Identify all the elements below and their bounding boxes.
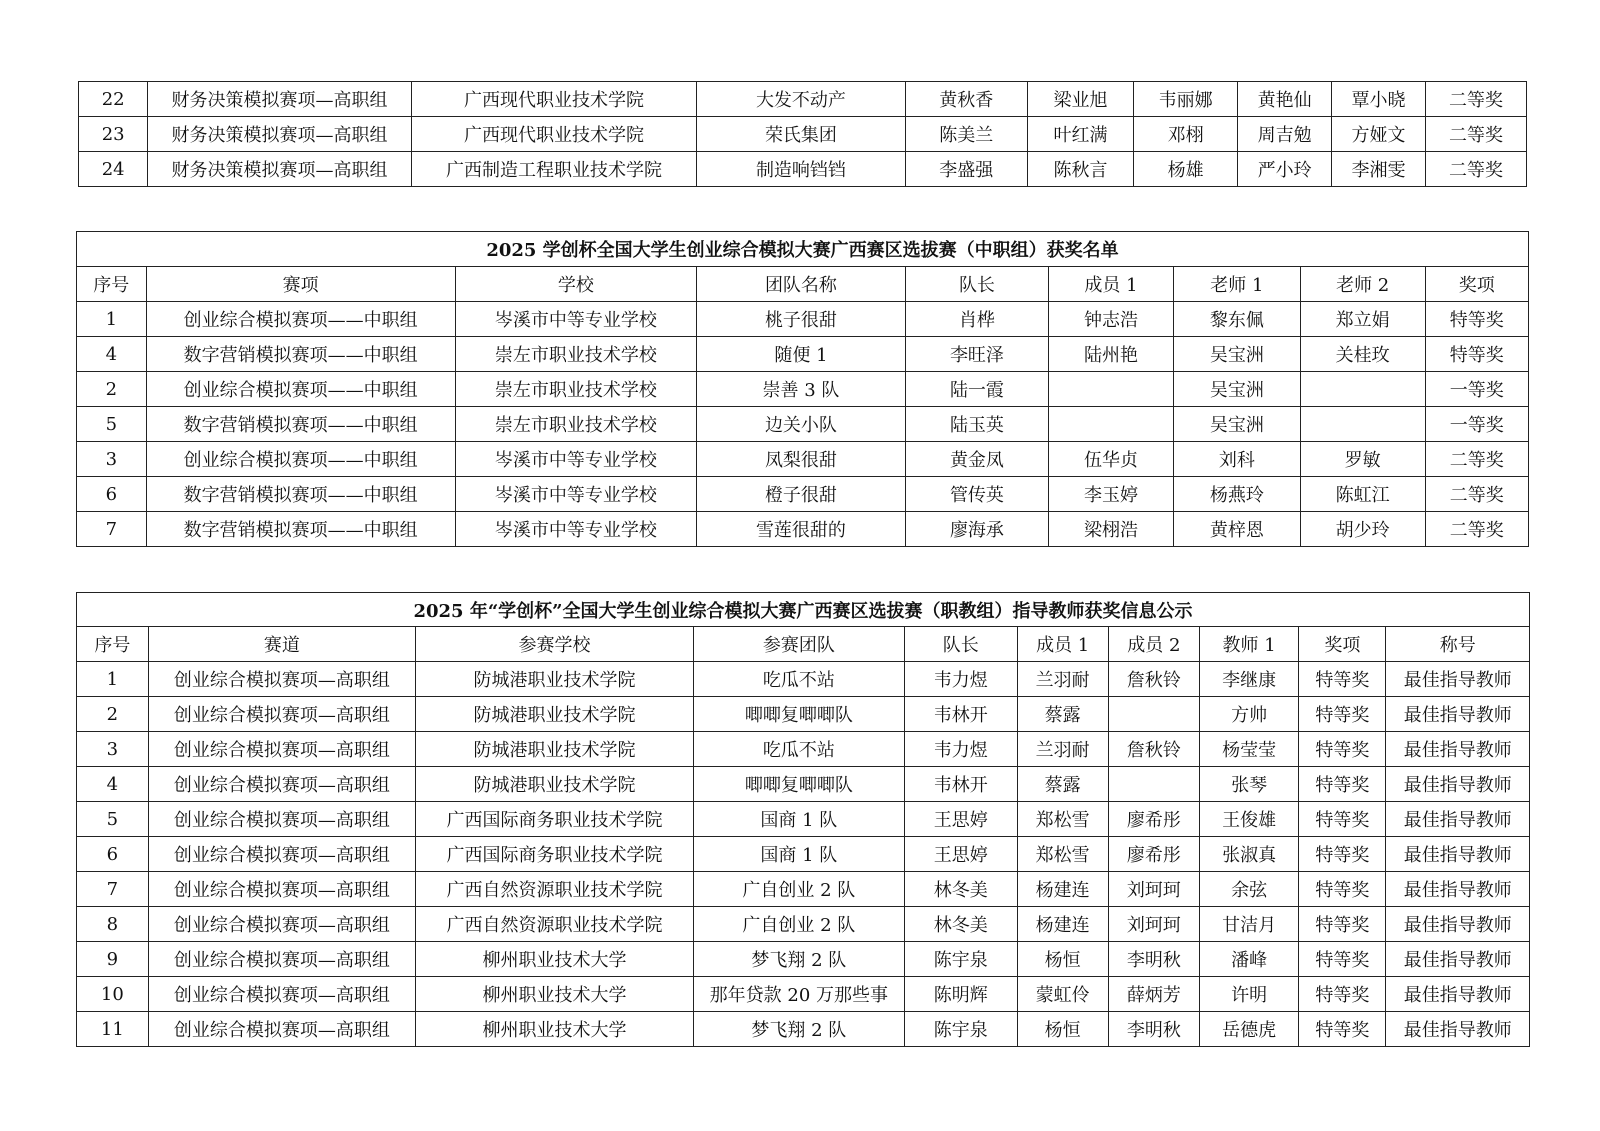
table-cell: 陆州艳 (1049, 337, 1174, 372)
table-row (77, 872, 1530, 907)
table-cell: 广西现代职业技术学院 (411, 117, 697, 152)
table-cell: 3 (77, 732, 149, 767)
table-cell: 二等奖 (1425, 442, 1528, 477)
table-cell: 广西制造工程职业技术学院 (411, 152, 697, 187)
table-cell: 吴宝洲 (1173, 407, 1300, 442)
table-cell: 防城港职业技术学院 (416, 767, 694, 802)
table-cell: 詹秋铃 (1108, 662, 1199, 697)
table-cell: 二等奖 (1425, 117, 1526, 152)
table-cell: 荣氏集团 (697, 117, 905, 152)
table-row (77, 732, 1530, 767)
table-cell: 刘珂珂 (1108, 907, 1199, 942)
table-cell: 吃瓜不站 (693, 662, 904, 697)
table-cell: 2 (77, 372, 147, 407)
table-cell: 广西国际商务职业技术学院 (416, 802, 694, 837)
table-cell: 二等奖 (1425, 477, 1528, 512)
table-cell: 严小玲 (1238, 152, 1332, 187)
table-cell: 陆一霞 (905, 372, 1048, 407)
table-cell: 岑溪市中等专业学校 (455, 477, 696, 512)
table-cell: 岑溪市中等专业学校 (455, 442, 696, 477)
table-cell: 6 (77, 837, 149, 872)
table-cell: 柳州职业技术大学 (416, 1012, 694, 1047)
table-cell: 杨莹莹 (1199, 732, 1298, 767)
table-cell: 陈宇泉 (904, 942, 1017, 977)
table-cell: 韦力煜 (904, 662, 1017, 697)
table-cell: 李明秋 (1108, 942, 1199, 977)
table-cell: 钟志浩 (1049, 302, 1174, 337)
table-cell: 二等奖 (1425, 82, 1526, 117)
table-cell: 黎东佩 (1173, 302, 1300, 337)
table-cell: 许明 (1199, 977, 1298, 1012)
table-cell: 罗敏 (1300, 442, 1425, 477)
table-cell: 梦飞翔 2 队 (693, 942, 904, 977)
table-cell: 雪莲很甜的 (697, 512, 906, 547)
table-cell: 余弦 (1199, 872, 1298, 907)
table-cell: 韦丽娜 (1134, 82, 1238, 117)
column-header: 序号 (77, 267, 147, 302)
table-cell: 6 (77, 477, 147, 512)
table-cell: 4 (77, 337, 147, 372)
table-cell: 创业综合模拟赛项—高职组 (148, 837, 415, 872)
table-cell: 陈秋言 (1027, 152, 1133, 187)
table-cell: 张淑真 (1199, 837, 1298, 872)
column-header: 学校 (455, 267, 696, 302)
table-cell: 创业综合模拟赛项——中职组 (146, 442, 455, 477)
table-cell: 廖希彤 (1108, 837, 1199, 872)
table-cell: 特等奖 (1299, 837, 1386, 872)
table-cell: 肖桦 (905, 302, 1048, 337)
table-row (77, 662, 1530, 697)
table-cell (1108, 767, 1199, 802)
table-cell: 郑松雪 (1017, 837, 1108, 872)
table-cell: 李玉婷 (1049, 477, 1174, 512)
table-cell: 8 (77, 907, 149, 942)
table-body (77, 302, 1529, 547)
table-title-row (77, 232, 1529, 267)
table-cell: 创业综合模拟赛项—高职组 (148, 977, 415, 1012)
table-cell: 财务决策模拟赛项—高职组 (148, 152, 411, 187)
table-cell: 二等奖 (1425, 512, 1528, 547)
table-cell: 创业综合模拟赛项—高职组 (148, 662, 415, 697)
table-cell: 吴宝洲 (1173, 337, 1300, 372)
table-cell: 杨建连 (1017, 907, 1108, 942)
table-cell (1300, 407, 1425, 442)
table-cell: 那年贷款 20 万那些事 (693, 977, 904, 1012)
table-cell: 廖希彤 (1108, 802, 1199, 837)
table-cell: 崇左市职业技术学校 (455, 372, 696, 407)
table-cell: 防城港职业技术学院 (416, 697, 694, 732)
table-cell: 刘珂珂 (1108, 872, 1199, 907)
table-cell: 崇善 3 队 (697, 372, 906, 407)
table-cell: 广西国际商务职业技术学院 (416, 837, 694, 872)
table-cell: 胡少玲 (1300, 512, 1425, 547)
table-cell: 方娅文 (1332, 117, 1426, 152)
table-cell: 岑溪市中等专业学校 (455, 302, 696, 337)
table-cell: 最佳指导教师 (1386, 837, 1530, 872)
table-cell: 创业综合模拟赛项—高职组 (148, 1012, 415, 1047)
table-cell (1108, 697, 1199, 732)
table-cell: 特等奖 (1299, 697, 1386, 732)
table-cell: 伍华贞 (1049, 442, 1174, 477)
column-header: 序号 (77, 627, 149, 662)
table-cell (1049, 407, 1174, 442)
table-cell: 柳州职业技术大学 (416, 942, 694, 977)
table-cell: 制造响铛铛 (697, 152, 905, 187)
table-cell: 22 (79, 82, 148, 117)
table-cell: 唧唧复唧唧队 (693, 767, 904, 802)
table-cell: 郑松雪 (1017, 802, 1108, 837)
column-header: 成员 1 (1049, 267, 1174, 302)
table-cell: 郑立娟 (1300, 302, 1425, 337)
table-cell (1300, 372, 1425, 407)
table-cell: 韦力煜 (904, 732, 1017, 767)
table-cell: 数字营销模拟赛项——中职组 (146, 407, 455, 442)
table-cell: 蔡露 (1017, 697, 1108, 732)
table-cell: 最佳指导教师 (1386, 1012, 1530, 1047)
table-cell: 李明秋 (1108, 1012, 1199, 1047)
table-row (77, 1012, 1530, 1047)
table-cell: 23 (79, 117, 148, 152)
column-header: 教师 1 (1199, 627, 1298, 662)
table-cell: 韦林开 (904, 697, 1017, 732)
column-header: 队长 (905, 267, 1048, 302)
table-row (79, 117, 1527, 152)
table-cell: 特等奖 (1299, 1012, 1386, 1047)
table-cell: 黄梓恩 (1173, 512, 1300, 547)
table-cell: 最佳指导教师 (1386, 802, 1530, 837)
column-header: 参赛学校 (416, 627, 694, 662)
table-cell: 黄艳仙 (1238, 82, 1332, 117)
table-cell: 黄金凤 (905, 442, 1048, 477)
table-cell: 7 (77, 872, 149, 907)
table-row (77, 442, 1529, 477)
table-cell: 防城港职业技术学院 (416, 662, 694, 697)
column-header: 赛项 (146, 267, 455, 302)
table-cell: 黄秋香 (905, 82, 1027, 117)
table-row (77, 942, 1530, 977)
table-cell: 蔡露 (1017, 767, 1108, 802)
table-cell: 刘科 (1173, 442, 1300, 477)
table-title: 2025 年“学创杯”全国大学生创业综合模拟大赛广西赛区选拔赛（职教组）指导教师获奖信息公示 (77, 593, 1530, 627)
table-cell: 数字营销模拟赛项——中职组 (146, 512, 455, 547)
column-header: 队长 (904, 627, 1017, 662)
table-cell: 吴宝洲 (1173, 372, 1300, 407)
table-cell: 一等奖 (1425, 407, 1528, 442)
table-cell: 王俊雄 (1199, 802, 1298, 837)
table-cell: 9 (77, 942, 149, 977)
table-cell: 兰羽耐 (1017, 732, 1108, 767)
table-cell: 特等奖 (1299, 767, 1386, 802)
table-cell: 创业综合模拟赛项—高职组 (148, 767, 415, 802)
table-cell: 管传英 (905, 477, 1048, 512)
table-cell: 李盛强 (905, 152, 1027, 187)
table-row (77, 767, 1530, 802)
column-header: 奖项 (1425, 267, 1528, 302)
table-cell: 崇左市职业技术学校 (455, 337, 696, 372)
table-cell: 二等奖 (1425, 152, 1526, 187)
table-cell: 陈明辉 (904, 977, 1017, 1012)
table-cell: 陈虹江 (1300, 477, 1425, 512)
table-cell: 特等奖 (1425, 302, 1528, 337)
table-cell: 蒙虹伶 (1017, 977, 1108, 1012)
table-cell: 崇左市职业技术学校 (455, 407, 696, 442)
table-cell: 国商 1 队 (693, 837, 904, 872)
table-cell: 杨恒 (1017, 1012, 1108, 1047)
table-cell: 4 (77, 767, 149, 802)
table-cell: 7 (77, 512, 147, 547)
table-cell: 韦林开 (904, 767, 1017, 802)
table-cell: 潘峰 (1199, 942, 1298, 977)
table-cell: 兰羽耐 (1017, 662, 1108, 697)
table-cell: 创业综合模拟赛项——中职组 (146, 372, 455, 407)
table-row (77, 977, 1530, 1012)
table-cell: 李旺泽 (905, 337, 1048, 372)
table-cell: 李湘雯 (1332, 152, 1426, 187)
table-cell: 杨燕玲 (1173, 477, 1300, 512)
column-header: 团队名称 (697, 267, 906, 302)
table-cell: 广自创业 2 队 (693, 872, 904, 907)
table-row (79, 82, 1527, 117)
column-header: 老师 1 (1173, 267, 1300, 302)
table-cell: 创业综合模拟赛项—高职组 (148, 942, 415, 977)
table-cell: 最佳指导教师 (1386, 977, 1530, 1012)
table-cell: 5 (77, 802, 149, 837)
table-cell: 2 (77, 697, 149, 732)
table-cell: 特等奖 (1299, 977, 1386, 1012)
table-cell: 杨恒 (1017, 942, 1108, 977)
table-title: 2025 学创杯全国大学生创业综合模拟大赛广西赛区选拔赛（中职组）获奖名单 (77, 232, 1529, 267)
table-row (77, 302, 1529, 337)
table-cell: 10 (77, 977, 149, 1012)
column-header: 成员 2 (1108, 627, 1199, 662)
table-cell: 陆玉英 (905, 407, 1048, 442)
table-cell: 边关小队 (697, 407, 906, 442)
table-cell: 廖海承 (905, 512, 1048, 547)
table-cell: 最佳指导教师 (1386, 942, 1530, 977)
table-cell: 王思婷 (904, 802, 1017, 837)
table-row (77, 372, 1529, 407)
table-cell: 广西自然资源职业技术学院 (416, 907, 694, 942)
table-cell: 特等奖 (1299, 732, 1386, 767)
table-cell: 梦飞翔 2 队 (693, 1012, 904, 1047)
table-cell: 最佳指导教师 (1386, 872, 1530, 907)
table-cell: 创业综合模拟赛项—高职组 (148, 697, 415, 732)
table-cell: 财务决策模拟赛项—高职组 (148, 82, 411, 117)
table-cell: 广西自然资源职业技术学院 (416, 872, 694, 907)
table-row (77, 407, 1529, 442)
table-cell: 防城港职业技术学院 (416, 732, 694, 767)
table-cell: 特等奖 (1425, 337, 1528, 372)
table-cell: 王思婷 (904, 837, 1017, 872)
table-body (77, 662, 1530, 1047)
teacher-awards-table (76, 592, 1530, 1047)
table-cell: 林冬美 (904, 872, 1017, 907)
column-header: 奖项 (1299, 627, 1386, 662)
table-cell: 数字营销模拟赛项——中职组 (146, 477, 455, 512)
table-cell: 最佳指导教师 (1386, 697, 1530, 732)
table-row (77, 477, 1529, 512)
table-cell: 杨建连 (1017, 872, 1108, 907)
column-header: 成员 1 (1017, 627, 1108, 662)
table-cell: 5 (77, 407, 147, 442)
table-header-row (77, 627, 1530, 662)
table-row (77, 907, 1530, 942)
table-cell: 特等奖 (1299, 662, 1386, 697)
column-header: 老师 2 (1300, 267, 1425, 302)
table-row (77, 512, 1529, 547)
table-cell: 随便 1 (697, 337, 906, 372)
table-cell: 广西现代职业技术学院 (411, 82, 697, 117)
table-cell: 最佳指导教师 (1386, 662, 1530, 697)
table-cell: 邓栩 (1134, 117, 1238, 152)
table-cell: 24 (79, 152, 148, 187)
table-cell: 凤梨很甜 (697, 442, 906, 477)
table-cell: 林冬美 (904, 907, 1017, 942)
table-cell: 特等奖 (1299, 802, 1386, 837)
table-cell: 吃瓜不站 (693, 732, 904, 767)
table-cell: 杨雄 (1134, 152, 1238, 187)
table-cell: 特等奖 (1299, 942, 1386, 977)
table-cell: 11 (77, 1012, 149, 1047)
column-header: 赛道 (148, 627, 415, 662)
table-cell: 数字营销模拟赛项——中职组 (146, 337, 455, 372)
table-cell: 国商 1 队 (693, 802, 904, 837)
table-cell: 周吉勉 (1238, 117, 1332, 152)
table-cell: 岳德虎 (1199, 1012, 1298, 1047)
table-cell: 唧唧复唧唧队 (693, 697, 904, 732)
table-cell: 覃小晓 (1332, 82, 1426, 117)
table-header-row (77, 267, 1529, 302)
column-header: 参赛团队 (693, 627, 904, 662)
table-cell: 甘洁月 (1199, 907, 1298, 942)
table-cell: 创业综合模拟赛项—高职组 (148, 802, 415, 837)
table-cell: 柳州职业技术大学 (416, 977, 694, 1012)
awards-table-secondary (76, 231, 1529, 547)
table-cell: 橙子很甜 (697, 477, 906, 512)
table-cell: 薛炳芳 (1108, 977, 1199, 1012)
table-cell: 最佳指导教师 (1386, 767, 1530, 802)
table-row (77, 802, 1530, 837)
table-cell: 陈宇泉 (904, 1012, 1017, 1047)
table-cell: 方帅 (1199, 697, 1298, 732)
table-cell: 叶红满 (1027, 117, 1133, 152)
table-cell: 创业综合模拟赛项—高职组 (148, 732, 415, 767)
table-cell: 特等奖 (1299, 872, 1386, 907)
table-cell: 岑溪市中等专业学校 (455, 512, 696, 547)
table-cell: 一等奖 (1425, 372, 1528, 407)
table-cell: 桃子很甜 (697, 302, 906, 337)
table-cell: 最佳指导教师 (1386, 907, 1530, 942)
table-cell: 陈美兰 (905, 117, 1027, 152)
table-cell: 创业综合模拟赛项——中职组 (146, 302, 455, 337)
table-cell: 广自创业 2 队 (693, 907, 904, 942)
table-row (79, 152, 1527, 187)
table-cell: 1 (77, 302, 147, 337)
table-cell: 关桂玫 (1300, 337, 1425, 372)
table-cell: 詹秋铃 (1108, 732, 1199, 767)
table-body (79, 82, 1527, 187)
table-cell: 3 (77, 442, 147, 477)
table-cell (1049, 372, 1174, 407)
table-cell: 梁业旭 (1027, 82, 1133, 117)
table-cell: 创业综合模拟赛项—高职组 (148, 907, 415, 942)
table-cell: 财务决策模拟赛项—高职组 (148, 117, 411, 152)
table-cell: 1 (77, 662, 149, 697)
table-cell: 创业综合模拟赛项—高职组 (148, 872, 415, 907)
table-title-row (77, 593, 1530, 627)
table-cell: 张琴 (1199, 767, 1298, 802)
table-cell: 最佳指导教师 (1386, 732, 1530, 767)
column-header: 称号 (1386, 627, 1530, 662)
awards-table-top (78, 81, 1527, 187)
table-row (77, 697, 1530, 732)
table-cell: 李继康 (1199, 662, 1298, 697)
table-cell: 特等奖 (1299, 907, 1386, 942)
table-cell: 梁栩浩 (1049, 512, 1174, 547)
table-row (77, 337, 1529, 372)
table-cell: 大发不动产 (697, 82, 905, 117)
table-row (77, 837, 1530, 872)
